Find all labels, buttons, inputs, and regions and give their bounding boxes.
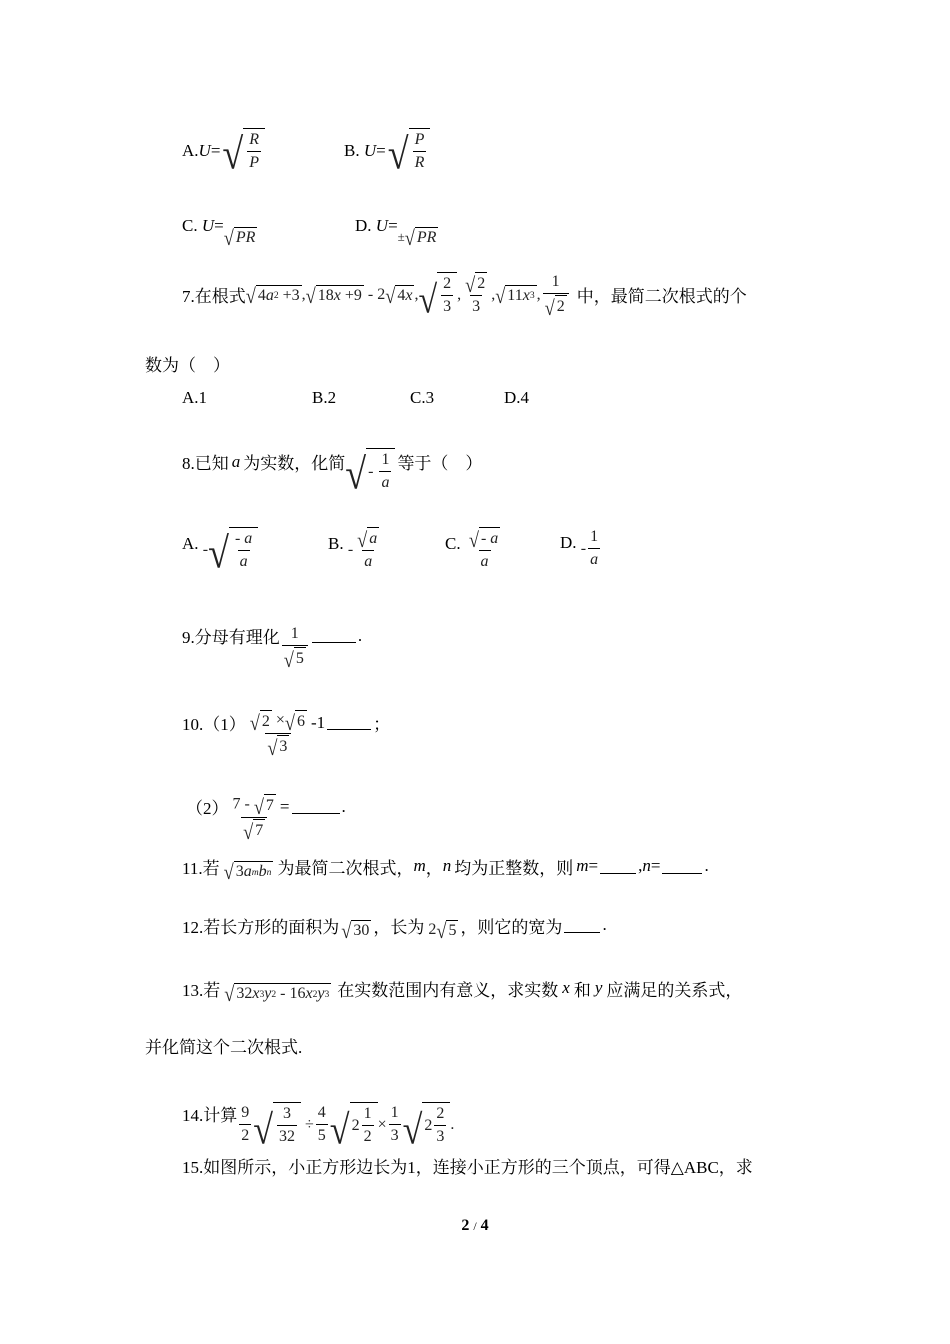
question-9: 9.分母有理化 1 √ 5 . [182, 625, 363, 672]
question-11: 11.若 √ 3 a m b n 为最简二次根式， m ， n 均为正整数，则 m = , n = . [182, 856, 709, 884]
page-number: 2 / 4 [461, 1217, 489, 1234]
answer-blank [600, 859, 636, 874]
question-10-2: （2） 7 - √ 7 √ 7 = . [186, 795, 346, 844]
q8-option-b: B. - √ a a [328, 528, 378, 570]
q8-option-d: D. - $\frac{1}{a}$ [560, 528, 599, 568]
q10-1-expression: √ 2 × √ 6 √ 3 [249, 711, 305, 760]
q7-option-c: C.3 [410, 388, 435, 407]
q12-length: 2 √ 5 [428, 919, 457, 943]
sqrt-p-over-r: √ $\frac{P}{R}$ [388, 128, 431, 173]
question-7-continued: 数为（ ） [145, 356, 230, 375]
q7-option-d: D.4 [504, 388, 530, 407]
q10-2-expression: 7 - √ 7 √ 7 [232, 795, 274, 844]
question-7: 7.在根式 √ 4 a 2 +3 , √ 18 x +9 - 2 √ 4 x , √ $\frac{2}{3}$ , √ 2 3 , √ 11 x 3 , 1 √ 2 中，最简二次根式的个 [182, 273, 747, 322]
sqrt-r-over-p: √ $\frac{R}{P}$ [222, 128, 265, 173]
question-13-continued: 并化简这个二次根式. [145, 1038, 303, 1057]
q6-option-d: D. U = ± √ PR [355, 216, 437, 250]
question-12: 12.若长方形的面积为 √ 30 ，长为 2 √ 5 ，则它的宽为 . [182, 915, 607, 943]
answer-blank [662, 859, 702, 874]
q8-expression: √ - $\frac{1}{a}$ [345, 448, 395, 493]
q6-option-b: B. U = √ $\frac{P}{R}$ [344, 128, 430, 173]
q6-option-a: A. U = √ $\frac{R}{P}$ [182, 128, 265, 173]
q12-area: √ 30 [341, 919, 370, 943]
answer-blank [564, 918, 600, 933]
q8-option-c: C. √ - a a [445, 528, 499, 570]
sqrt-pr-pm: √ PR [404, 226, 437, 250]
question-8: 8.已知 a 为实数，化简 √ - $\frac{1}{a}$ 等于（ ） [182, 430, 482, 493]
sqrt-pr: √ PR [223, 226, 256, 250]
q11-expression: √ 3 a m b n [223, 860, 272, 884]
question-15: 15.如图所示，小正方形边长为1，连接小正方形的三个顶点，可得△ABC，求 [182, 1158, 753, 1177]
q7-option-a: A.1 [182, 388, 208, 407]
question-10-1: 10.（1） √ 2 × √ 6 √ 3 -1 ； [182, 711, 391, 760]
q14-expression: $\frac{9}{2}$ √ $\frac{3}{32}$ ÷ $\frac{4}{5}$ √ 2 $\frac{1}{2}$ × $\frac{1}{3}$ √ 2 $\frac{2}{3}$ . [241, 1104, 455, 1153]
question-14: 14.计算 $\frac{9}{2}$ √ $\frac{3}{32}$ ÷ $\frac{4}{5}$ √ 2 $\frac{1}{2}$ × $\frac{1}{3}$ √ 2 $\frac{2}{3}$ . [182, 1104, 455, 1153]
question-13: 13.若 √ 32 x 3 y 2 - 16 x 2 y 3 在实数范围内有意义，求实数 x 和 y 应满足的关系式， [182, 978, 743, 1006]
q13-expression: √ 32 x 3 y 2 - 16 x 2 y 3 [224, 982, 330, 1006]
answer-blank [292, 799, 340, 814]
q6-option-c: C. U = √ PR [182, 216, 256, 250]
q7-option-b: B.2 [312, 388, 337, 407]
q9-expression: 1 √ 5 [282, 624, 308, 669]
answer-blank [312, 628, 356, 643]
answer-blank [327, 715, 371, 730]
q8-option-a: A. - √ $\frac{- a}{a}$ [182, 515, 258, 572]
q7-expression: √ 4 a 2 +3 , √ 18 x +9 - 2 √ 4 x , √ $\frac{2}{3}$ , √ 2 3 , √ 11 x 3 , 1 √ 2 [246, 272, 571, 317]
